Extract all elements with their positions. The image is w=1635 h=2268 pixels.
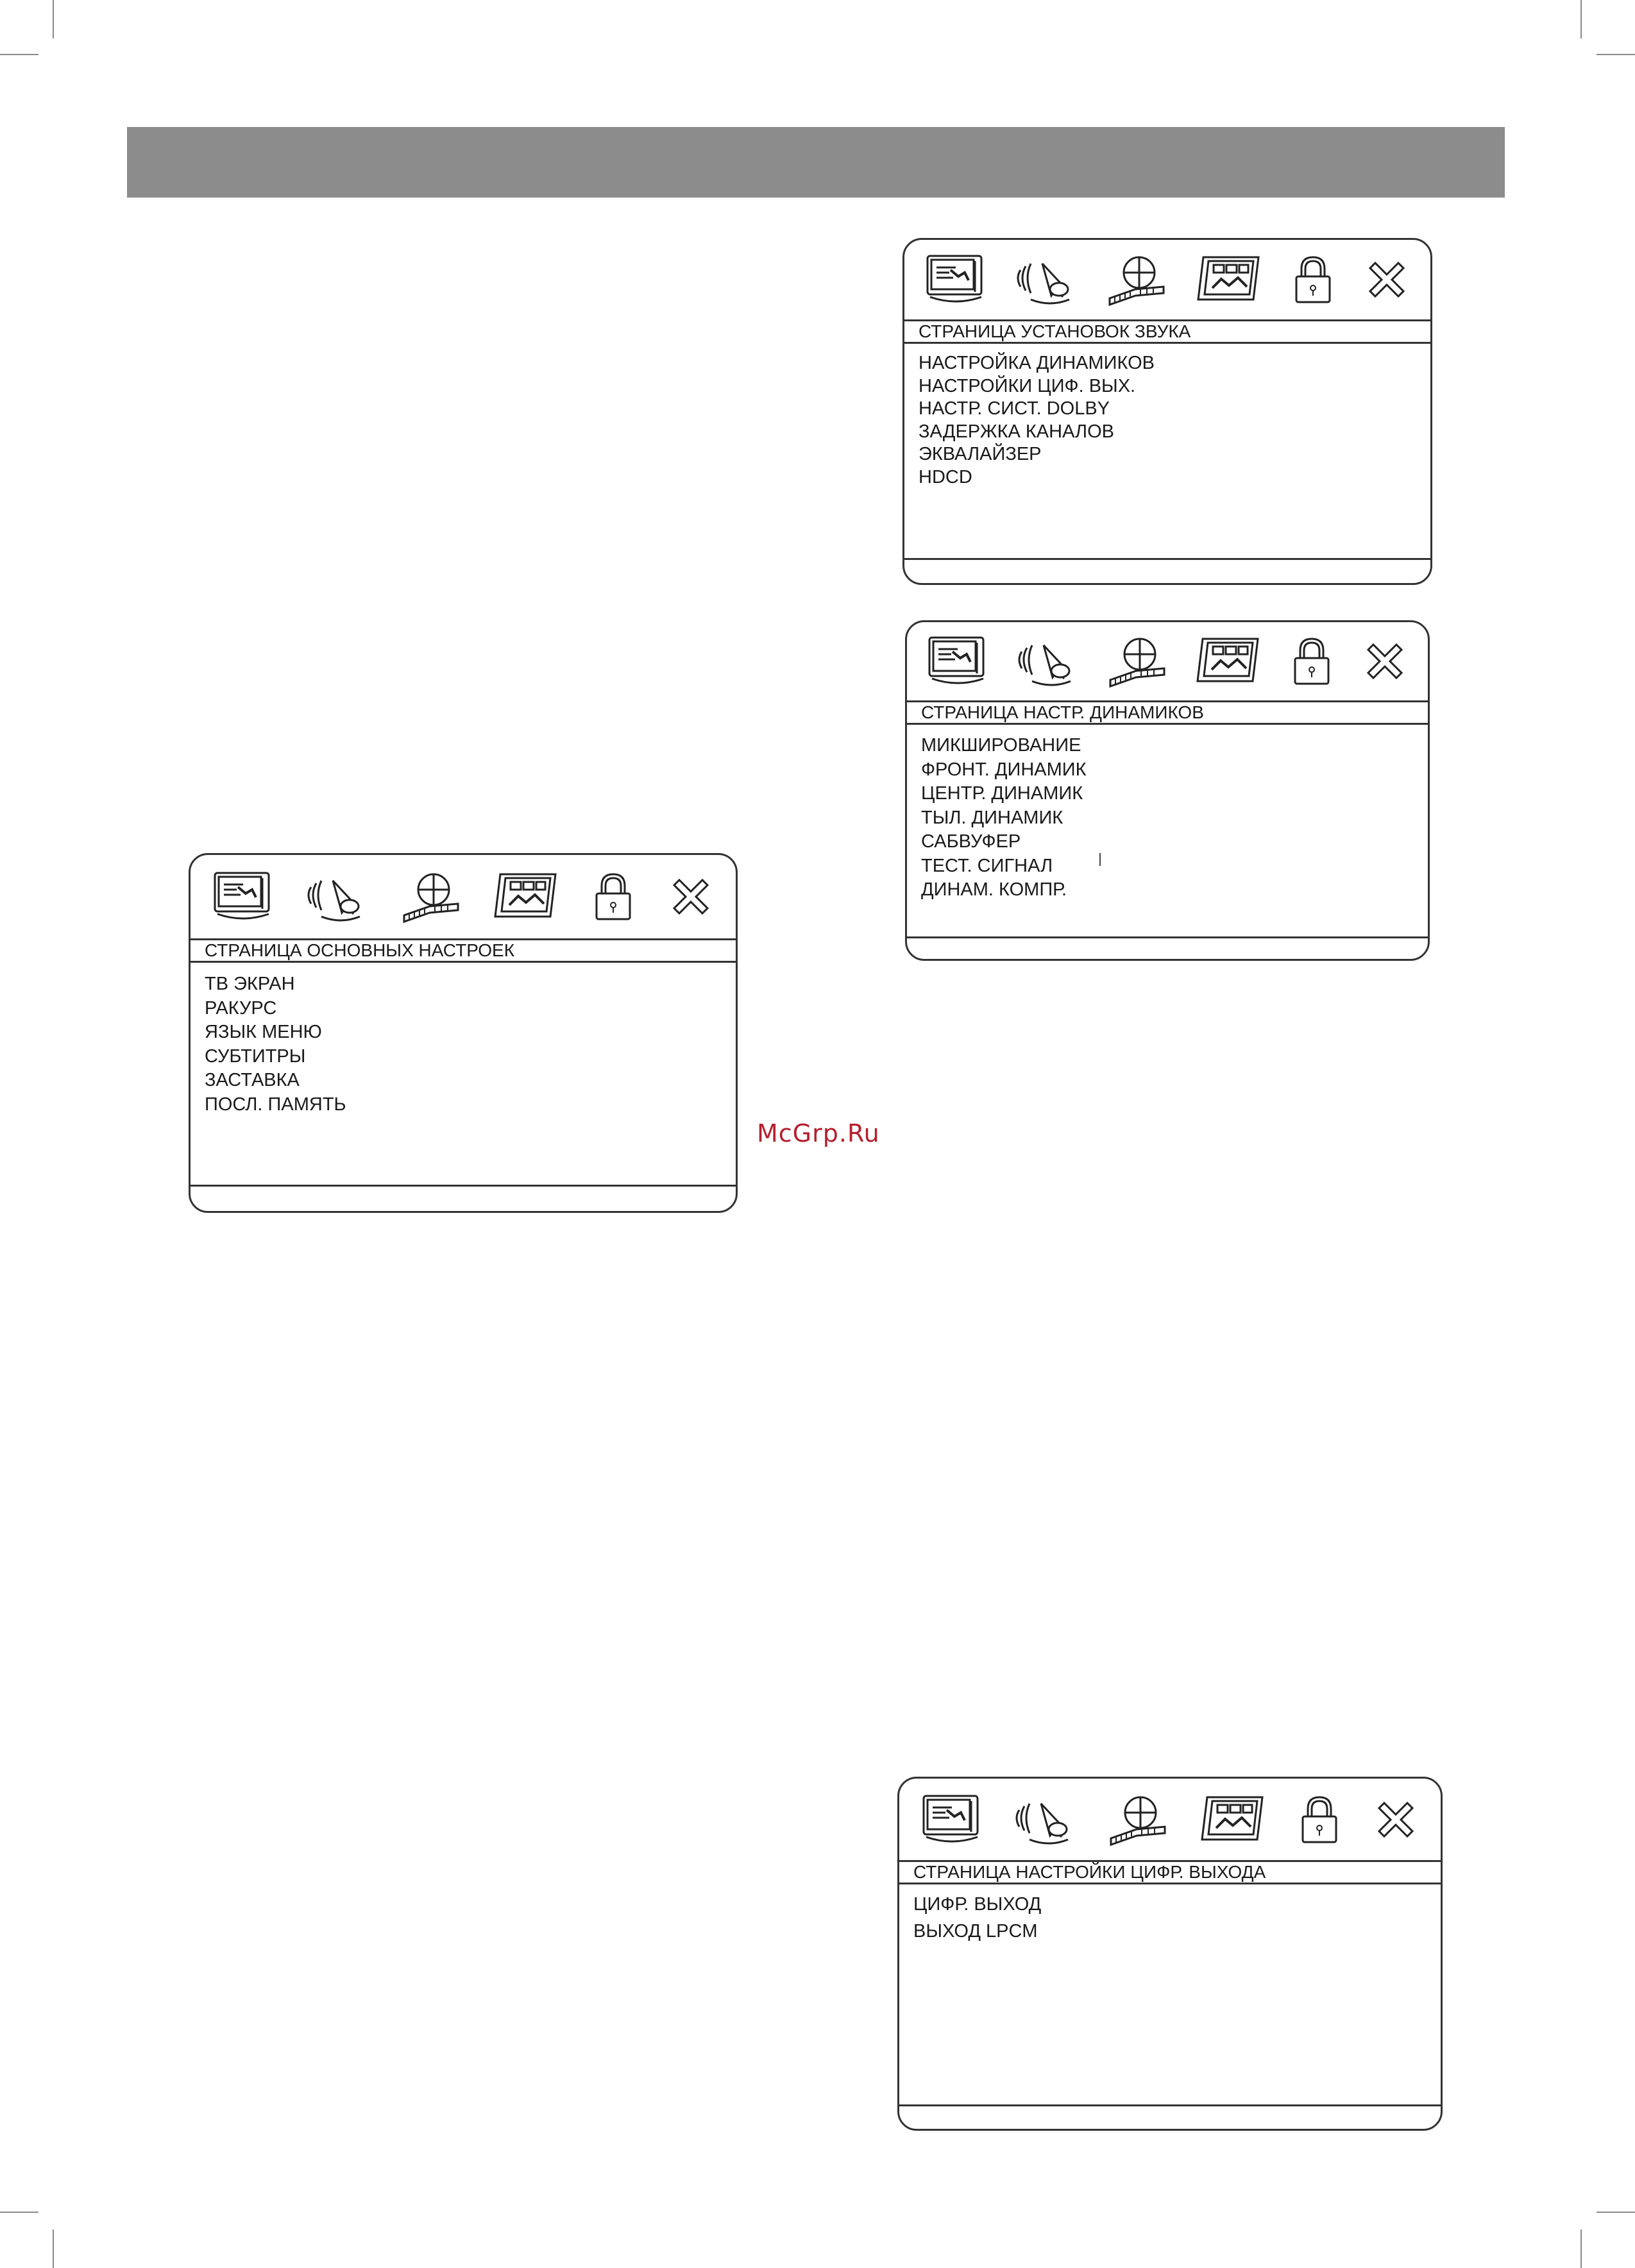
audio-setup-menu [902, 238, 1432, 585]
menu-item-list [205, 975, 729, 1119]
menu-item[interactable]: ПОСЛ. ПАМЯТЬ [205, 1094, 346, 1115]
watermark: McGrp.Ru [757, 1119, 880, 1147]
menu-item[interactable]: HDCD [919, 466, 972, 487]
exit-close-icon[interactable] [1362, 638, 1408, 684]
audio-speaker-icon[interactable] [1015, 632, 1080, 690]
page-header-band [127, 127, 1505, 198]
menu-item[interactable]: НАСТР. СИСТ. DOLBY [919, 398, 1110, 419]
menu-page-title: СТРАНИЦА ОСНОВНЫХ НАСТРОЕК [191, 938, 736, 963]
audio-speaker-icon[interactable] [305, 868, 369, 926]
menu-item[interactable]: ТЕСТ. СИГНАЛ [921, 855, 1053, 876]
value-cursor-tick [1099, 853, 1101, 866]
menu-page-title: СТРАНИЦА НАСТРОЙКИ ЦИФР. ВЫХОДА [899, 1860, 1441, 1884]
menu-page-title: СТРАНИЦА НАСТР. ДИНАМИКОВ [907, 700, 1428, 725]
preference-panel-icon[interactable] [493, 869, 559, 924]
menu-item[interactable]: ЦЕНТР. ДИНАМИК [921, 783, 1083, 804]
menu-footer-divider [907, 936, 1428, 938]
menu-item[interactable]: РАКУРС [205, 997, 277, 1019]
password-lock-icon[interactable] [1290, 252, 1336, 307]
preference-panel-icon[interactable] [1196, 252, 1262, 307]
menu-footer-divider [899, 2104, 1441, 2106]
menu-footer-divider [191, 1185, 736, 1187]
menu-icon-bar [907, 622, 1428, 700]
menu-item[interactable]: ЯЗЫК МЕНЮ [205, 1022, 322, 1042]
menu-item[interactable]: ВЫХОД LPCM [913, 1921, 1038, 1942]
crop-mark [1580, 0, 1582, 38]
video-film-icon[interactable] [400, 869, 462, 924]
menu-icon-bar [904, 240, 1430, 319]
menu-item[interactable]: ТВ ЭКРАН [205, 974, 295, 994]
video-film-icon[interactable] [1107, 1792, 1169, 1847]
crop-mark [0, 2212, 38, 2213]
menu-item[interactable]: ЭКВАЛАЙЗЕР [919, 444, 1042, 464]
menu-item[interactable]: САБВУФЕР [921, 831, 1021, 852]
menu-item[interactable]: ЗАСТАВКА [205, 1070, 300, 1090]
speaker-setup-menu [905, 620, 1430, 961]
menu-item[interactable]: ЗАДЕРЖКА КАНАЛОВ [919, 421, 1114, 442]
menu-icon-bar [191, 855, 736, 938]
menu-item[interactable]: НАСТРОЙКА ДИНАМИКОВ [919, 353, 1155, 373]
exit-close-icon[interactable] [668, 874, 714, 920]
preference-panel-icon[interactable] [1195, 634, 1262, 689]
exit-close-icon[interactable] [1373, 1797, 1419, 1843]
digital-output-menu [897, 1777, 1443, 2131]
exit-close-icon[interactable] [1364, 257, 1410, 303]
menu-page-title: СТРАНИЦА УСТАНОВОК ЗВУКА [904, 319, 1430, 344]
menu-item[interactable]: НАСТРОЙКИ ЦИФ. ВЫХ. [919, 375, 1136, 396]
crop-mark [0, 54, 38, 55]
menu-item[interactable]: СУБТИТРЫ [205, 1045, 306, 1067]
menu-item[interactable]: ФРОНТ. ДИНАМИК [921, 759, 1087, 780]
menu-item[interactable]: ДИНАМ. КОМПР. [921, 879, 1067, 900]
general-setup-menu [189, 853, 738, 1213]
video-film-icon[interactable] [1106, 252, 1167, 307]
menu-footer-divider [904, 558, 1430, 560]
setup-monitor-icon[interactable] [212, 869, 274, 924]
menu-item[interactable]: ТЫЛ. ДИНАМИК [921, 807, 1063, 828]
crop-mark [1580, 2230, 1582, 2268]
crop-mark [53, 0, 54, 38]
audio-speaker-icon[interactable] [1013, 1791, 1077, 1849]
menu-item-list [913, 1895, 1434, 1949]
crop-mark [1597, 54, 1635, 55]
setup-monitor-icon[interactable] [921, 1792, 983, 1847]
crop-mark [1597, 2212, 1635, 2213]
menu-item-list [919, 354, 1424, 491]
password-lock-icon[interactable] [590, 869, 636, 924]
preference-panel-icon[interactable] [1199, 1792, 1266, 1847]
setup-monitor-icon[interactable] [925, 252, 987, 307]
setup-monitor-icon[interactable] [927, 634, 988, 689]
menu-item-list [921, 736, 1421, 905]
menu-icon-bar [899, 1779, 1441, 1860]
audio-speaker-icon[interactable] [1014, 251, 1078, 309]
password-lock-icon[interactable] [1289, 634, 1335, 689]
password-lock-icon[interactable] [1296, 1792, 1343, 1847]
menu-item[interactable]: ЦИФР. ВЫХОД [913, 1894, 1042, 1915]
menu-item[interactable]: МИКШИРОВАНИЕ [921, 735, 1081, 756]
video-film-icon[interactable] [1106, 634, 1168, 689]
crop-mark [53, 2230, 54, 2268]
